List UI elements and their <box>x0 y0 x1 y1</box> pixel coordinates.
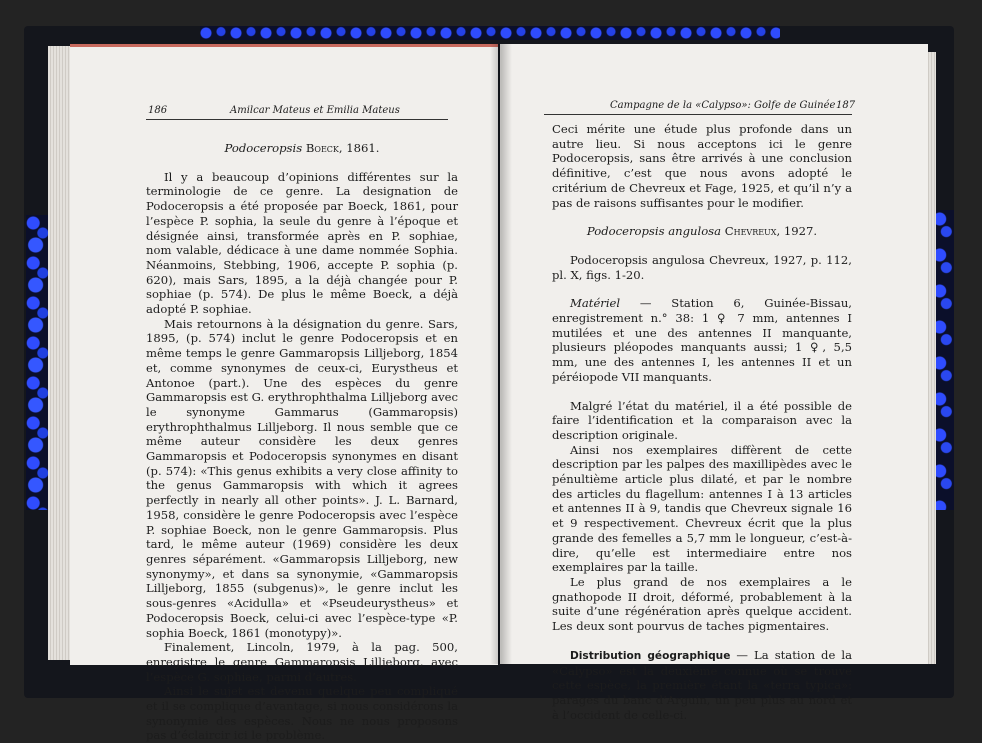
paragraph: Le plus grand de nos exemplaires a le gnathopode II droit, déformé, probablement à la suite d’une régénération après quelque accident. Les deux sont pourvus de taches pigmentaires. <box>552 574 852 634</box>
materiel-paragraph: Matériel — Station 6, Guinée-Bissau, enregistrement n.° 38: 1 ♀ 7 mm, antennes I mutilées et une des antennes II manquante, plusieurs pléopodes manquants aussi; 1 ♀, 5,5 mm, une des antennes I, les antennes II et un péréiopode VII manquants. <box>552 296 852 384</box>
paragraph: Mais retournons à la désignation du genre. Sars, 1895, (p. 574) inclut le genre Podoceropsis et en même temps le genre Gammaropsis Lilljeborg, 1854 et, comme synonymes de ceux-ci, Eurystheus et Antonoe (part.). Une des espèces du genre Gammaropsis est G. erythrophthalma Lilljeborg avec le synonyme Gammarus (Gammaropsis) erythrophthalmus Lilljeborg. Il nous semble que ce même auteur considère les deux genres Gammaropsis et Podoceropsis synonymes en disant (p. 574): «This genus exhibits a very close affinity to the genus Gammaropsis with which it agrees perfectly in nearly all other points». J. L. Barnard, 1958, considère le genre Podoceropsis avec l’espèce P. sophiae Boeck, non le genre Gammaropsis. Plus tard, le même auteur (1969) considère les deux genres séparément. «Gammaropsis Lilljeborg, new synonymy», et dans sa synonymie, «Gammaropsis Lilljeborg, 1855 (subgenus)», le genre inclut les sous-genres «Acidulla» et «Pseudeurystheus» et Podoceropsis Boeck, celui-ci avec l’espèce-type «P. sophia Boeck, 1861 (monotypy)». <box>146 316 458 640</box>
citation: Podoceropsis angulosa Chevreux, 1927, p. 112, pl. X, figs. 1-20. <box>552 252 852 282</box>
book-gutter <box>490 44 512 664</box>
right-running-head: Campagne de la «Calypso»: Golfe de Guinée <box>610 100 836 111</box>
right-header-rule <box>544 114 852 115</box>
paragraph: Ainsi nos exemplaires diffèrent de cette description par les palpes des maxillipèdes avec le pénultième article plus dilaté, et par le nombre des articles du flagellum: antennes I à 13 articles et antennes II à 9, tandis que Chevreux signale 16 et 9 respectivement. Chevreux écrit que la plus grande des femelles a 5,7 mm le longueur, c’est-à-dire, qu’elle est intermediaire entre nos exemplaires par la taille. <box>552 442 852 575</box>
left-page <box>70 44 498 743</box>
paragraph: Ainsi le sujet est devenu quelque peu compliqué et il se complique d’avantage, si nous considérons la synonymie des espèces. Nous ne nous proposons pas d’éclaircir ici le problème. <box>146 684 458 743</box>
left-body <box>146 141 458 743</box>
paragraph: Malgré l’état du matériel, il a été possible de faire l’identification et la comparaison avec la description originale. <box>552 398 852 442</box>
right-body <box>552 122 852 722</box>
marbled-endpaper-left <box>26 215 50 510</box>
paragraph: Ceci mérite une étude plus profonde dans un autre lieu. Si nous acceptons ici le genre Podoceropsis, sans être arrivés à une conclusion définitive, c’est que nous avons adopté le critérium de Chevreux et Fage, 1925, et qu’il n’y a pas de raisons suffisantes pour le modifier. <box>552 122 852 210</box>
section-heading: Podoceropsis Boeck, 1861. <box>224 141 380 155</box>
left-page-number: 186 <box>148 105 168 116</box>
right-page-number: 187 <box>836 100 856 111</box>
left-header-rule <box>146 119 448 120</box>
marbled-endpaper-top <box>200 26 780 40</box>
paragraph: Il y a beaucoup d’opinions différentes sur la terminologie de ce genre. La designation de Podoceropsis a été proposée par Boeck, 1861, pour l’espèce P. sophia, la seule du genre à l’époque et désignée ainsi, transformée après en P. sophiae, nom valable, dédicace à une dame nommée Sophia. Néanmoins, Stebbing, 1906, accepte P. sophia (p. 620), mais Sars, 1895, a la déjà changée pour P. sophiae (p. 574). De plus le même Boeck, a déjà adopté P. sophiae. <box>146 169 458 317</box>
right-page <box>500 44 928 722</box>
paragraph: Finalement, Lincoln, 1979, à la pag. 500, enregistre le genre Gammaropsis Lilljeborg, avec l’espèce G. sophiae, parmi d’autres. <box>146 640 458 684</box>
page-edges-left <box>48 46 72 660</box>
species-heading: Podoceropsis angulosa Chevreux, 1927. <box>586 224 818 239</box>
left-running-head: Amilcar Mateus et Emilia Mateus <box>230 105 400 116</box>
distribution-paragraph: Distribution géographique — La station de la «Calypso» est la deuxième connue où se trouve cette espèce, la première étant la «terra typica»: parages du banc d’Arguin, un peu plus au nord et à l’occident de celle-ci. <box>552 647 852 722</box>
